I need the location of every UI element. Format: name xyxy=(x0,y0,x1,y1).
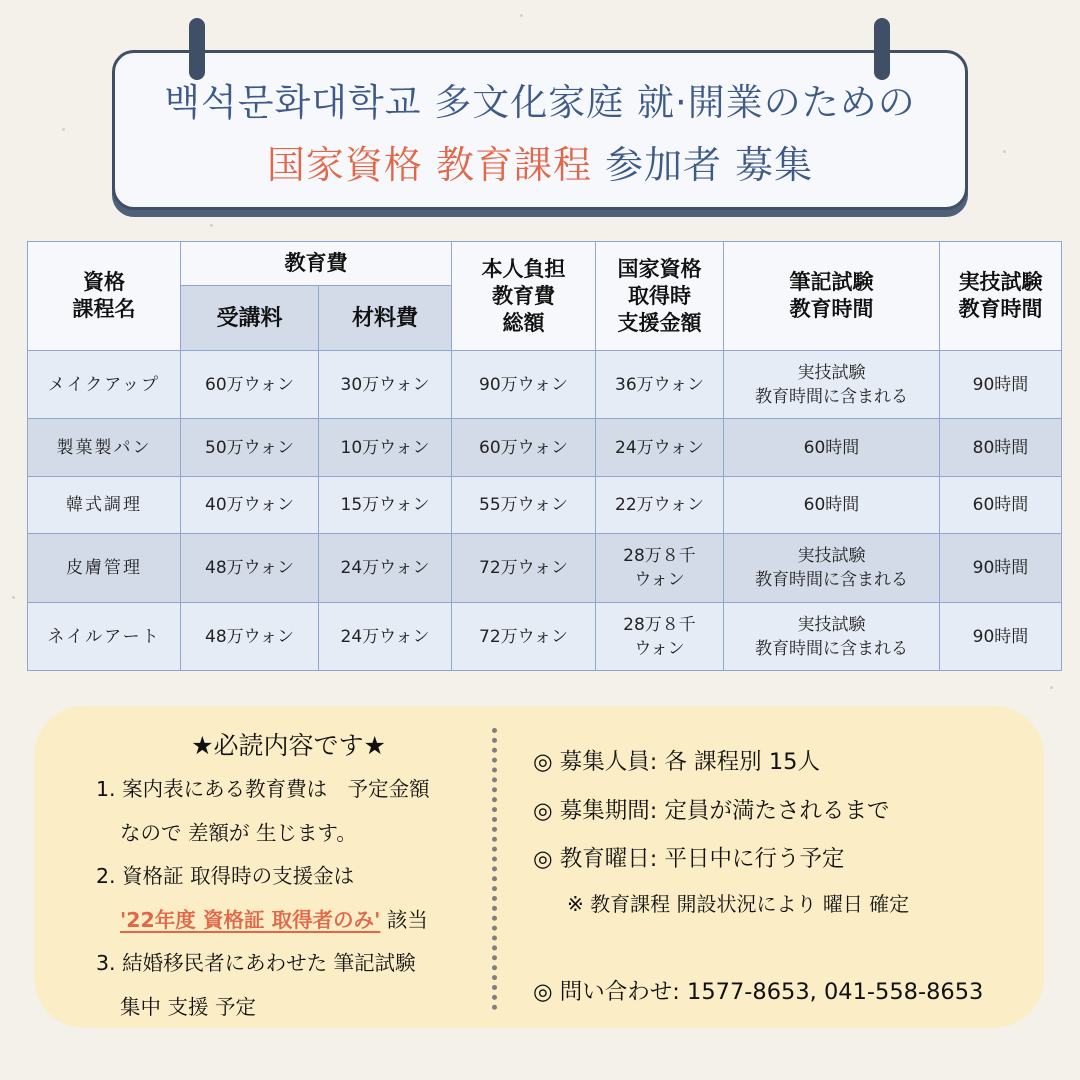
written-hours-cell: 60時間 xyxy=(724,477,940,534)
materials-cell: 10万ウォン xyxy=(319,419,452,477)
tuition-cell: 40万ウォン xyxy=(181,477,319,534)
header-materials: 材料費 xyxy=(319,286,452,351)
must-read-section xyxy=(96,726,491,1029)
header-self-total: 本人負担 教育費 総額 xyxy=(452,242,596,351)
practical-hours-cell: 80時間 xyxy=(940,419,1062,477)
contact-info: ◎ 問い合わせ: 1577-8653, 041-558-8653 xyxy=(533,978,984,1005)
note-item-3-line-1: 3. 結婚移民者にあわせた 筆記試験 xyxy=(96,951,416,975)
header-education-fee: 教育費 xyxy=(181,242,452,286)
note-item-2-line-2 xyxy=(96,899,491,943)
materials-cell: 15万ウォン xyxy=(319,477,452,534)
materials-cell: 30万ウォン xyxy=(319,351,452,419)
header-tuition: 受講料 xyxy=(181,286,319,351)
pin-right xyxy=(874,18,890,80)
note-item-1-line-2: なので 差額が 生じます。 xyxy=(120,820,357,845)
title-rest: 参加者 募集 xyxy=(591,142,814,187)
dotted-divider xyxy=(492,728,497,1010)
written-hours-cell: 60時間 xyxy=(724,419,940,477)
tuition-cell: 50万ウォン xyxy=(181,419,319,477)
materials-cell: 24万ウォン xyxy=(319,534,452,603)
texture-dot xyxy=(520,14,523,17)
header-practical-hours: 実技試験 教育時間 xyxy=(940,242,1062,351)
practical-hours-cell: 90時間 xyxy=(940,534,1062,603)
title-line-2 xyxy=(267,134,813,189)
eligibility-suffix: 該当 xyxy=(380,907,428,932)
title-accent: 国家資格 教育課程 xyxy=(266,142,592,187)
tuition-cell: 48万ウォン xyxy=(181,603,319,671)
support-cell: 36万ウォン xyxy=(596,351,724,419)
total-cell: 55万ウォン xyxy=(452,477,596,534)
header-support-amount: 国家資格 取得時 支援金額 xyxy=(596,242,724,351)
table-row xyxy=(28,351,1062,419)
texture-dot xyxy=(1050,686,1053,689)
course-name-cell: 皮膚管理 xyxy=(28,534,181,603)
title-board xyxy=(112,50,968,210)
note-item-2-line-1: 2. 資格証 取得時の支援金は xyxy=(96,864,355,888)
header-course-name: 資格 課程名 xyxy=(28,242,181,351)
pin-left xyxy=(189,18,205,80)
eligibility-highlight: '22年度 資格証 取得者のみ' xyxy=(120,907,381,932)
course-name-cell: メイクアップ xyxy=(28,351,181,419)
course-name-cell: 製菓製パン xyxy=(28,419,181,477)
texture-dot xyxy=(62,128,65,131)
table-row xyxy=(28,603,1062,671)
support-cell: 22万ウォン xyxy=(596,477,724,534)
practical-hours-cell: 90時間 xyxy=(940,351,1062,419)
texture-dot xyxy=(12,596,15,599)
recruit-period: ◎ 募集期間: 定員が満たされるまで xyxy=(533,797,890,824)
support-cell: 28万８千 ウォン xyxy=(596,603,724,671)
support-cell: 24万ウォン xyxy=(596,419,724,477)
practical-hours-cell: 90時間 xyxy=(940,603,1062,671)
course-fee-table xyxy=(27,241,1062,671)
texture-dot xyxy=(1003,150,1006,153)
written-hours-cell: 実技試験 教育時間に含まれる xyxy=(724,603,940,671)
course-name-cell: 韓式調理 xyxy=(28,477,181,534)
recruitment-info xyxy=(533,738,1043,1016)
total-cell: 72万ウォン xyxy=(452,534,596,603)
support-cell: 28万８千 ウォン xyxy=(596,534,724,603)
written-hours-cell: 実技試験 教育時間に含まれる xyxy=(724,351,940,419)
materials-cell: 24万ウォン xyxy=(319,603,452,671)
texture-dot xyxy=(210,224,213,227)
total-cell: 90万ウォン xyxy=(452,351,596,419)
table-row xyxy=(28,477,1062,534)
written-hours-cell: 実技試験 教育時間に含まれる xyxy=(724,534,940,603)
total-cell: 60万ウォン xyxy=(452,419,596,477)
course-name-cell: ネイルアート xyxy=(28,603,181,671)
practical-hours-cell: 60時間 xyxy=(940,477,1062,534)
note-item-3-line-2: 集中 支援 予定 xyxy=(120,994,257,1019)
table-row xyxy=(28,534,1062,603)
recruit-count: ◎ 募集人員: 各 課程別 15人 xyxy=(533,749,820,775)
class-days: ◎ 教育曜日: 平日中に行う予定 xyxy=(533,846,845,872)
tuition-cell: 60万ウォン xyxy=(181,351,319,419)
total-cell: 72万ウォン xyxy=(452,603,596,671)
header-written-hours: 筆記試験 教育時間 xyxy=(724,242,940,351)
class-days-note: ※ 教育課程 開設状況により 曜日 確定 xyxy=(567,891,910,916)
table-row xyxy=(28,419,1062,477)
spacer xyxy=(533,924,1043,968)
tuition-cell: 48万ウォン xyxy=(181,534,319,603)
note-item-1-line-1: 1. 案内表にある教育費は 予定金額 xyxy=(96,777,430,801)
must-read-heading: ★必読内容です★ xyxy=(191,731,386,760)
title-line-1: 백석문화대학교 多文化家庭 就·開業のための xyxy=(164,80,916,124)
